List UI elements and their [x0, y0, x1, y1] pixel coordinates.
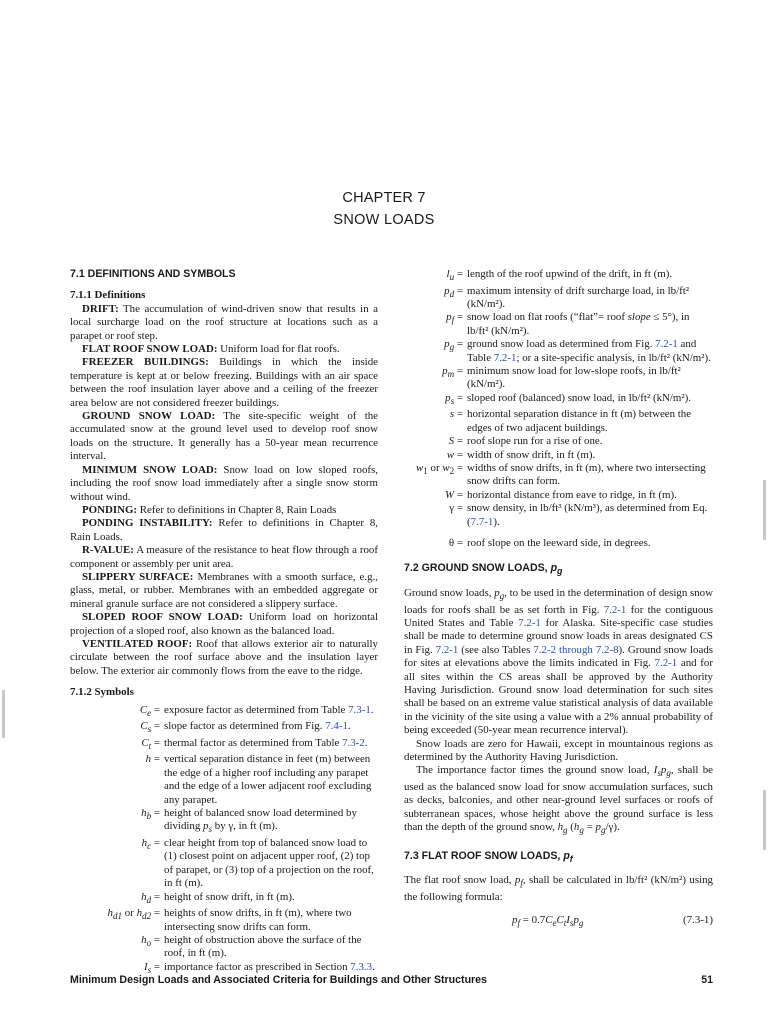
- definition-item: [70, 571, 378, 611]
- flat-roof-paragraph: The flat roof snow load, $p_f$, shall be calculated in lb/ft² (kN/m²) using the following formula:: [404, 874, 713, 903]
- definition-item: [70, 504, 378, 517]
- fig-7-2-1-link[interactable]: 7.2-1: [655, 338, 678, 351]
- symbol-s-upper: S = roof slope run for a rise of one.: [448, 435, 603, 448]
- definition-text: Uniform load for flat roofs.: [217, 343, 340, 356]
- equation-body: $p_f = 0.7C_eC_tI_sp_g$: [512, 914, 584, 929]
- fig-7-2-1-link[interactable]: 7.2-1: [435, 643, 459, 656]
- definition-item: [70, 517, 378, 544]
- symbol-lu: $l_u$ = length of the roof upwind of the drift, in ft (m).: [446, 268, 673, 283]
- footer-title: Minimum Design Loads and Associated Criteria for Buildings and Other Structures: [70, 974, 487, 986]
- definition-item: [70, 410, 378, 464]
- definition-term: SLOPED ROOF SNOW LOAD:: [82, 611, 243, 624]
- symbol-pf: $p_f$ = snow load on flat roofs (“flat”= roof slope ≤ 5°), in lb/ft² (kN/m²).: [446, 311, 690, 337]
- definition-term: MINIMUM SNOW LOAD:: [82, 463, 218, 476]
- definition-term: PONDING INSTABILITY:: [82, 517, 213, 530]
- left-edge-marker: [2, 690, 5, 738]
- definition-item: [70, 464, 378, 504]
- definition-item: [70, 343, 378, 356]
- definition-term: SLIPPERY SURFACE:: [82, 570, 194, 583]
- section-7-1-heading: 7.1 DEFINITIONS AND SYMBOLS: [70, 268, 236, 280]
- symbol-ct: $C_t$ = thermal factor as determined from Table 7.3-2.: [141, 736, 368, 751]
- definition-term: GROUND SNOW LOAD:: [82, 410, 216, 423]
- symbol-hb: $h_b$ = height of balanced snow load determined by dividing $p_s$ by γ, in ft (m).: [141, 806, 357, 835]
- symbol-h: h = vertical separation distance in feet (m) between the edge of a higher roof including any parapet and the edge of a lower adjacent roof excluding any parapet.: [145, 753, 372, 806]
- symbol-pm: $p_m$ = minimum snow load for low-slope roofs, in lb/ft² (kN/m²).: [442, 365, 681, 391]
- section-7-3-heading: 7.3 FLAT ROOF SNOW LOADS, $p_f$: [404, 849, 573, 864]
- symbol-hd: $h_d$ = height of snow drift, in ft (m).: [141, 890, 295, 905]
- symbol-pg: $p_g$ = ground snow load as determined from Fig. 7.2-1 and Table 7.2-1; or a site-specific analysis, in lb/ft² (kN/m²).: [444, 338, 711, 364]
- eq-7-7-1-link[interactable]: 7.7-1: [470, 515, 494, 528]
- definitions-list: [70, 303, 378, 678]
- page-number: 51: [701, 974, 713, 986]
- definition-term: PONDING:: [82, 503, 138, 516]
- fig-7-4-1-link[interactable]: 7.4-1: [325, 720, 348, 733]
- symbol-gamma: γ = snow density, in lb/ft³ (kN/m³), as determined from Eq. (7.7-1).: [449, 502, 708, 528]
- symbol-w-upper: W = horizontal distance from eave to ridge, in ft (m).: [445, 488, 677, 501]
- right-edge-marker: [763, 790, 766, 850]
- page-footer: [70, 974, 713, 986]
- subsection-7-1-2-heading: 7.1.2 Symbols: [70, 686, 134, 699]
- left-column: [70, 268, 378, 977]
- equation-7-3-1: [404, 914, 713, 931]
- definition-term: FLAT ROOF SNOW LOAD:: [82, 343, 218, 356]
- symbol-ho: $h_o$ = height of obstruction above the surface of the roof, in ft (m).: [141, 933, 362, 960]
- definition-term: DRIFT:: [82, 302, 119, 315]
- chapter-number: CHAPTER 7: [342, 190, 426, 206]
- chapter-title: SNOW LOADS: [333, 212, 435, 228]
- symbol-theta: θ = roof slope on the leeward side, in degrees.: [448, 537, 651, 550]
- symbol-w1-w2: $w_1$ or $w_2$ = widths of snow drifts, in ft (m), where two intersecting snow drifts can form.: [415, 462, 706, 488]
- symbol-hc: $h_c$ = clear height from top of balanced snow load to (1) closest point on adjacent upper roof, (2) top of parapet, or (3) top of a projection on the roof, in ft (m).: [141, 836, 374, 890]
- table-7-3-2-link[interactable]: 7.3-2: [342, 736, 365, 749]
- definition-text: Uniform load on horizontal projection of a sloped roof, also known as the balanced load.: [70, 611, 378, 637]
- subsection-7-1-1-heading: 7.1.1 Definitions: [70, 289, 146, 302]
- definition-text: Buildings in which the inside temperature is kept at or below freezing. Buildings with an air space between the roof insulation layer above and a ceiling of the freezer area below are not considered freezer buildings.: [70, 356, 378, 409]
- hawaii-paragraph: Snow loads are zero for Hawaii, except in mountainous regions as determined by the Authority Having Jurisdiction.: [404, 737, 713, 764]
- fig-7-2-1-link[interactable]: 7.2-1: [603, 603, 627, 616]
- definition-text: Roof that allows exterior air to naturally circulate between the roof surface above and the insulation layer below. The exterior air commonly flows from the eave to the ridge.: [70, 637, 378, 677]
- right-column: [404, 268, 713, 931]
- table-7-2-1-link[interactable]: 7.2-1: [518, 616, 541, 629]
- symbol-hd1-hd2: $h_{d1}$ or $h_{d2}$ = heights of snow drifts, in ft (m), where two intersecting snow drifts can form.: [107, 907, 352, 933]
- definition-text: A measure of the resistance to heat flow through a roof component or assembly per unit area.: [70, 544, 378, 570]
- fig-7-2-1-link[interactable]: 7.2-1: [654, 657, 678, 670]
- symbol-pd: $p_d$ = maximum intensity of drift surcharge load, in lb/ft² (kN/m²).: [444, 284, 690, 310]
- section-7-3-3-link[interactable]: 7.3.3: [350, 960, 373, 973]
- table-7-2-1-link[interactable]: 7.2-1: [493, 351, 517, 364]
- definition-item: [70, 544, 378, 571]
- definition-item: [70, 303, 378, 343]
- symbol-s-lower: s = horizontal separation distance in ft (m) between the edges of two adjacent buildings.: [449, 408, 692, 434]
- definition-term: FREEZER BUILDINGS:: [82, 356, 209, 369]
- definition-term: R-VALUE:: [82, 544, 134, 557]
- symbol-ps: $p_s$ = sloped roof (balanced) snow load, in lb/ft² (kN/m²).: [445, 391, 691, 406]
- symbol-is: $I_s$ = importance factor as prescribed in Section 7.3.3.: [143, 960, 375, 975]
- definition-text: Snow load on low sloped roofs, including the roof snow load immediately after a single snow storm without wind.: [70, 463, 378, 503]
- definition-item: [70, 356, 378, 410]
- definition-text: The accumulation of wind-driven snow that results in a local surcharge load on the roof structure at locations such as a parapet or roof step.: [70, 302, 378, 342]
- tables-7-2-2-to-7-2-8-link[interactable]: 7.2-2 through 7.2-8: [533, 643, 619, 656]
- definition-text: Refer to definitions in Chapter 8, Rain Loads.: [70, 517, 378, 543]
- section-7-2-heading: 7.2 GROUND SNOW LOADS, $p_g$: [404, 562, 563, 577]
- equation-number: (7.3-1): [683, 914, 713, 927]
- right-edge-marker: [763, 480, 766, 540]
- definition-term: VENTILATED ROOF:: [82, 637, 193, 650]
- symbol-cs: $C_s$ = slope factor as determined from Fig. 7.4-1.: [140, 720, 351, 735]
- table-7-3-1-link[interactable]: 7.3-1: [348, 703, 371, 716]
- definition-text: The site-specific weight of the accumulated snow at the ground level used to develop roof snow loads on the structure. It generally has a 50-year mean recurrence interval.: [70, 410, 378, 463]
- importance-factor-paragraph: The importance factor times the ground snow load, $I_sp_g$, shall be used as the balanced snow load for snow accumulation surfaces, such as decks, balconies, and other near-ground level surfaces or roofs of subterranean spaces, whose height above the ground surface is less than the depth of the ground snow, $h_g$ $(h_g = p_g/\gamma)$.: [404, 764, 713, 836]
- ground-snow-loads-paragraph: Ground snow loads, $p_g$, to be used in the determination of design snow loads for roofs shall be as set forth in Fig. 7.2-1 for the contiguous United States and Table 7.2-1 for Alaska. Site-specific case studies shall be made to determine ground snow loads in areas designated CS in Fig. 7.2-1 (see also Tables 7.2-2 through 7.2-8). Ground snow loads for sites at elevations above the limits indicated in Fig. 7.2-1 and for all sites within the CS areas shall be approved by the Authority Having Jurisdiction. Ground snow load determination for such sites shall be based on an extreme value statistical analysis of data available in the vicinity of the site using a value with a 2% annual probability of being exceeded (50-year mean recurrence interval).: [404, 586, 713, 737]
- definition-text: Refer to definitions in Chapter 8, Rain Loads: [137, 503, 337, 516]
- symbol-ce: $C_e$ = exposure factor as determined from Table 7.3-1.: [139, 703, 374, 718]
- symbol-w: w = width of snow drift, in ft (m).: [446, 448, 596, 461]
- definition-text: Membranes with a smooth surface, e.g., glass, metal, or rubber. Membranes with an embedded aggregate or mineral granule surface are not considered a slippery surface.: [70, 570, 379, 610]
- definition-item: [70, 611, 378, 638]
- definition-item: [70, 638, 378, 678]
